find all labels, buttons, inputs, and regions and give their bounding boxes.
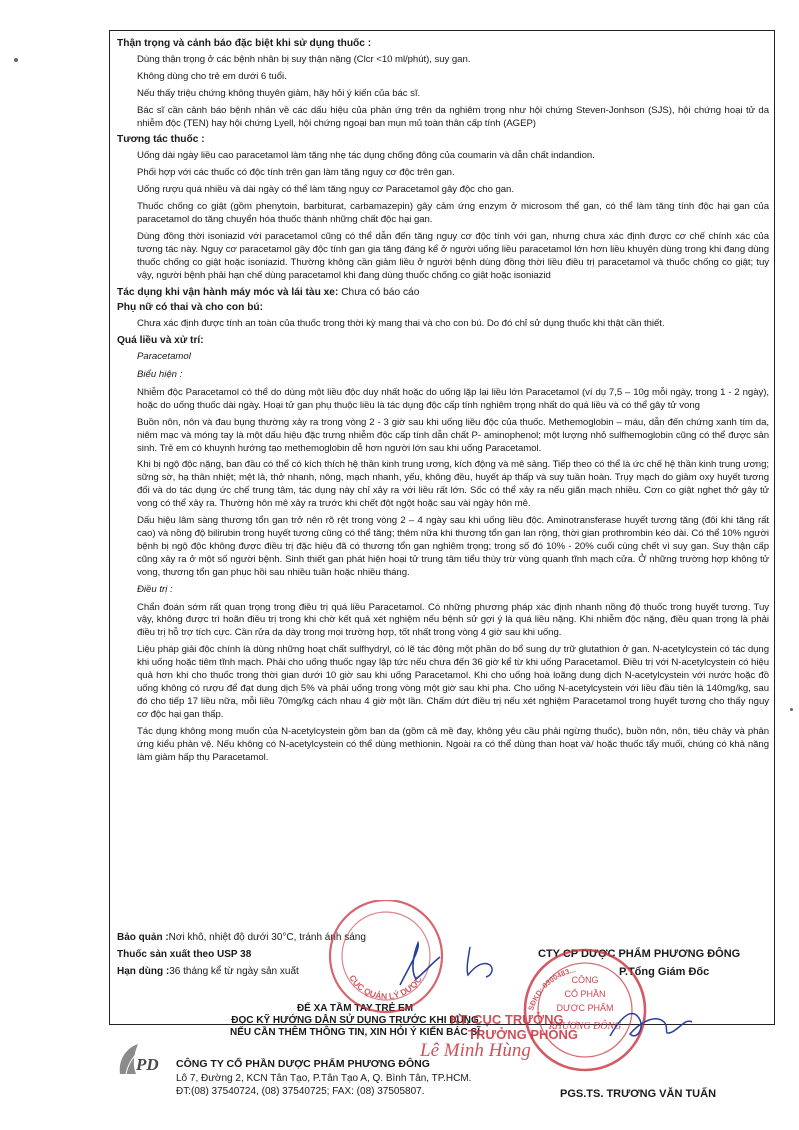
section-paragraph: Nếu thấy triệu chứng không thuyên giảm, hãy hỏi ý kiến của bác sĩ. xyxy=(137,87,421,99)
section-paragraph: Không dùng cho trẻ em dưới 6 tuổi. xyxy=(137,70,287,82)
company-stamp-line-3: DƯỢC PHẨM xyxy=(556,1003,614,1013)
signs-paragraph: Buồn nôn, nôn và đau bụng thường xảy ra trong vòng 2 - 3 giờ sau khi uống liều độc của thuốc. Methemoglobin – máu, dẫn đến chứng xanh tím da, niêm mạc và móng tay là một dấu hiệu đặc trưng nhiễm độc cấp tính dẫn chất P- aminophenol; một lượng nhỏ sulfhemoglobin cũng có thể được sản sinh. Trẻ em có khuynh hướng tạo methemoglobin dễ hơn người lớn sau khi uống Paracetamol. xyxy=(137,416,769,454)
storage-text: Nơi khô, nhiệt độ dưới 30°C, tránh ánh sáng xyxy=(168,932,366,943)
overdose-drug: Paracetamol xyxy=(137,351,191,363)
treatment-paragraph: Chẩn đoán sớm rất quan trọng trong điều trị quá liều Paracetamol. Có những phương pháp xác định nhanh nồng độ thuốc trong huyết tương. Tuy vậy, không được trì hoãn điều trị trong khi chờ kết quả xét nghiệm nếu bệnh sử gợi ý là quá liều nặng. Khi nhiễm độc nặng, điều quan trọng là phải điều trị hỗ trợ tích cực. Cần rửa dạ dày trong mọi trường hợp, tốt nhất trong vòng 4 giờ sau khi uống. xyxy=(137,601,769,639)
treatment-paragraph: Liệu pháp giải độc chính là dùng những hoạt chất sulfhydryl, có lẽ tác động một phần do bổ sung dự trữ glutathion ở gan. N-acetylcystein có tác dụng khi uống hoặc tiêm tĩnh mạch. Phải cho uống thuốc ngay lập tức nếu chưa đến 36 giờ kể từ khi uống Paracetamol. Điều trị với N-acetylcystein có hiệu quả hơn khi cho thuốc trong thời gian dưới 10 giờ sau khi uống Paracetamol. Khi cho uống hoà loãng dung dịch N-acetylcystein với nước hoặc đồ uống không có rượu để đạt dung dịch 5% và phải uống trong vòng một giờ sau khi pha. Cho uống N-acetylcystein với liều đầu tiên là 140mg/kg, sau đó cho tiếp 17 liều nữa, mỗi liều 70mg/kg cách nhau 4 giờ một lần. Chấm dứt điều trị nếu xét nghiệm Paracetamol trong huyết tương cho thấy nguy cơ độc hại gan thấp. xyxy=(137,644,769,720)
company-stamp-line-2: CỔ PHẦN xyxy=(564,989,606,999)
warnings-block xyxy=(230,1003,480,1039)
section-paragraph: Uống dài ngày liều cao paracetamol làm tăng nhẹ tác dụng chống đông của coumarin và dẫn chất indandion. xyxy=(137,150,595,162)
section-title xyxy=(117,38,769,51)
section-title-text: Thận trọng và cảnh báo đặc biệt khi sử dụng thuốc : xyxy=(117,38,372,49)
treatment-label: Điều trị : xyxy=(137,583,173,595)
signs-paragraph: Khi bị ngộ độc nặng, ban đầu có thể có kích thích hệ thần kinh trung ương, kích động và mê sảng. Tiếp theo có thể là ức chế hệ thần kinh trung ương; sững sờ, hạ thân nhiệt; mệt lả, thở nhanh, nông, mạch nhanh, yếu, không đều, huyết áp thấp và suy tuần hoàn. Trụy mạch do giảm oxy huyết tương đối và do tác dụng ức chế trung tâm, tác dụng này chỉ xảy ra với liều rất lớn. Sốc có thể xảy ra nếu giãn mạch nhiều. Cơn co giật nghẹt thở gây tử vong có thể xảy ra. Thường hôn mê xảy ra trước khi chết đột ngột hoặc sau vài ngày hôn mê. xyxy=(137,459,769,510)
manufacturer-phone: ĐT:(08) 37540724, (08) 37540725; FAX: (08) 37505807. xyxy=(176,1086,425,1097)
scan-speck xyxy=(14,58,18,62)
signs-paragraph: Nhiễm độc Paracetamol có thể do dùng một liều độc duy nhất hoặc do uống lặp lại liều lớn Paracetamol (ví dụ 7,5 – 10g mỗi ngày, trong 1 - 2 ngày), hoặc do uống thuốc dài ngày. Hoại tử gan phụ thuộc liều là tác dụng độc cấp tính nghiêm trọng nhất do quá liều và có thể gây tử vong xyxy=(137,386,769,411)
company-logo xyxy=(112,1040,174,1080)
overdose-title: Quá liều và xử trí: xyxy=(117,335,204,347)
company-stamp-line-4: PHƯƠNG ĐÔNG xyxy=(548,1021,622,1032)
regulator-stamp-text: CỤC QUẢN LÝ DƯỢC xyxy=(347,973,424,1002)
section-title xyxy=(117,287,769,300)
scan-speck xyxy=(790,708,793,711)
shelf-life-text: 36 tháng kể từ ngày sản xuất xyxy=(169,966,299,977)
section-title xyxy=(117,302,769,315)
treatment-paragraph: Tác dụng không mong muốn của N-acetylcystein gồm ban da (gồm cả mề đay, không yêu cầu phải ngừng thuốc), buồn nôn, nôn, tiêu chảy và phản ứng kiểu phản vệ. Nếu không có N-acetylcystein có thể dùng methionin. Ngoài ra có thể dùng than hoạt và/ hoặc thuốc tẩy muối, chúng có khả năng làm giảm hấp thụ Paracetamol. xyxy=(137,725,769,763)
section-title-text: Phụ nữ có thai và cho con bú: xyxy=(117,302,264,314)
leaflet-body xyxy=(117,36,769,768)
section-title-text: Tương tác thuốc : xyxy=(117,134,205,146)
official-name: Lê Minh Hùng xyxy=(420,1040,531,1061)
manufacturer-name: CÔNG TY CỔ PHẦN DƯỢC PHẨM PHƯƠNG ĐÔNG xyxy=(176,1058,430,1070)
approval-role: P.Tổng Giám Đốc xyxy=(618,966,710,978)
company-stamp-line-1: CÔNG xyxy=(571,975,599,985)
standard-label: Thuốc sản xuất theo USP 38 xyxy=(117,949,252,960)
warning-line-1: ĐỂ XA TẦM TAY TRẺ EM xyxy=(296,1003,414,1014)
section-paragraph: Bác sĩ cần cảnh báo bệnh nhân về các dấu hiệu của phản ứng trên da nghiêm trọng như hội chứng Steven-Jonhson (SJS), hội chứng hoại tử da nhiễm độc (TEN) hay hội chứng Lyell, hội chứng ngoại ban mụn mủ toàn thân cấp tính (AGEP) xyxy=(137,104,769,129)
section-paragraph: Chưa xác định được tính an toàn của thuốc trong thời kỳ mang thai và cho con bú. Do đó chỉ sử dụng thuốc khi thật cần thiết. xyxy=(137,318,665,330)
section-title-value: Chưa có báo cáo xyxy=(338,286,420,298)
section-paragraph: Phối hợp với các thuốc có độc tính trên gan làm tăng nguy cơ độc trên gan. xyxy=(137,167,455,179)
warning-line-2: ĐỌC KỸ HƯỚNG DẪN SỬ DỤNG TRƯỚC KHI DÙNG xyxy=(231,1015,479,1026)
company-stamp-ring-text: SĐKD: 0300483... xyxy=(526,965,577,1012)
section-title xyxy=(117,134,769,147)
official-title-line-1: KT. CỤC TRƯỞNG xyxy=(450,1012,564,1027)
shelf-life-label: Hạn dùng : xyxy=(117,966,170,977)
official-title-line-2: TRƯỞNG PHÒNG xyxy=(468,1027,578,1042)
approval-block xyxy=(538,947,740,979)
manufacturer-address: Lô 7, Đường 2, KCN Tân Tạo, P.Tân Tạo A, Q. Bình Tân, TP.HCM. xyxy=(176,1072,472,1084)
section-paragraph: Dùng thận trọng ở các bệnh nhân bị suy thận nặng (Clcr <10 ml/phút), suy gan. xyxy=(137,53,471,65)
manufacturer-block xyxy=(176,1058,471,1099)
section-title-text: Tác dụng khi vận hành máy móc và lái tàu xe: xyxy=(117,286,339,298)
logo-text: PD xyxy=(136,1055,159,1074)
approval-company: CTY CP DƯỢC PHẨM PHƯƠNG ĐÔNG xyxy=(538,948,741,960)
storage-line xyxy=(117,932,777,943)
section-paragraph: Dùng đồng thời isoniazid với paracetamol cũng có thể dẫn đến tăng nguy cơ độc tính với gan, nhưng chưa xác định được cơ chế chính xác của tương tác này. Nguy cơ paracetamol gây độc tính gan gia tăng đáng kể ở người uống liều paracetamol lớn hơn liều khuyên dùng trong khi đang dùng thuốc chống co giật hoặc isoniazid. Thường không cần giảm liều ở người bệnh dùng đồng thời liều điều trị paracetamol và thuốc chống co giật; tuy vậy, người bệnh phải hạn chế dùng paracetamol khi đang dùng thuốc chống co giật hoặc isoniazid xyxy=(137,230,769,281)
storage-label: Bảo quản : xyxy=(117,932,169,943)
section-paragraph: Thuốc chống co giật (gồm phenytoin, barbiturat, carbamazepin) gây cảm ứng enzym ở microsom thể gan, có thể làm tăng tính độc hại gan của paracetamol do tăng chuyển hóa thuốc thành những chất độc hại gan. xyxy=(137,201,769,225)
warning-line-3: NẾU CẦN THÊM THÔNG TIN, XIN HỎI Ý KIẾN BÁC SĨ xyxy=(230,1027,481,1038)
signs-label: Biểu hiện : xyxy=(137,369,183,381)
signs-paragraph: Dấu hiệu lâm sàng thương tổn gan trở nên rõ rệt trong vòng 2 – 4 ngày sau khi uống liều độc. Aminotransferase huyết tương tăng (đôi khi tăng rất cao) và nồng độ bilirubin trong huyết tương cũng có thể tăng; thêm nữa khi thương tổn gan lan rộng, thời gian prothrombin kéo dài. Có thể 10% người bệnh bị ngộ độc không được điều trị đặc hiệu đã có thương tổn gan nghiêm trọng; trong số đó 10% - 20% cuối cùng chết vì suy gan. Suy thận cấp cũng xảy ra ở một số người bệnh. Sinh thiết gan phát hiện hoại tử trung tâm tiểu thùy trừ vùng quanh tĩnh mạch cửa. Ở những trường hợp không tử vong, thương tổn gan phục hồi sau nhiều tuần hoặc nhiều tháng. xyxy=(137,515,769,578)
section-paragraph: Uống rượu quá nhiều và dài ngày có thể làm tăng nguy cơ Paracetamol gây độc cho gan. xyxy=(137,184,514,196)
signer-name: PGS.TS. TRƯƠNG VĂN TUẤN xyxy=(560,1088,717,1100)
